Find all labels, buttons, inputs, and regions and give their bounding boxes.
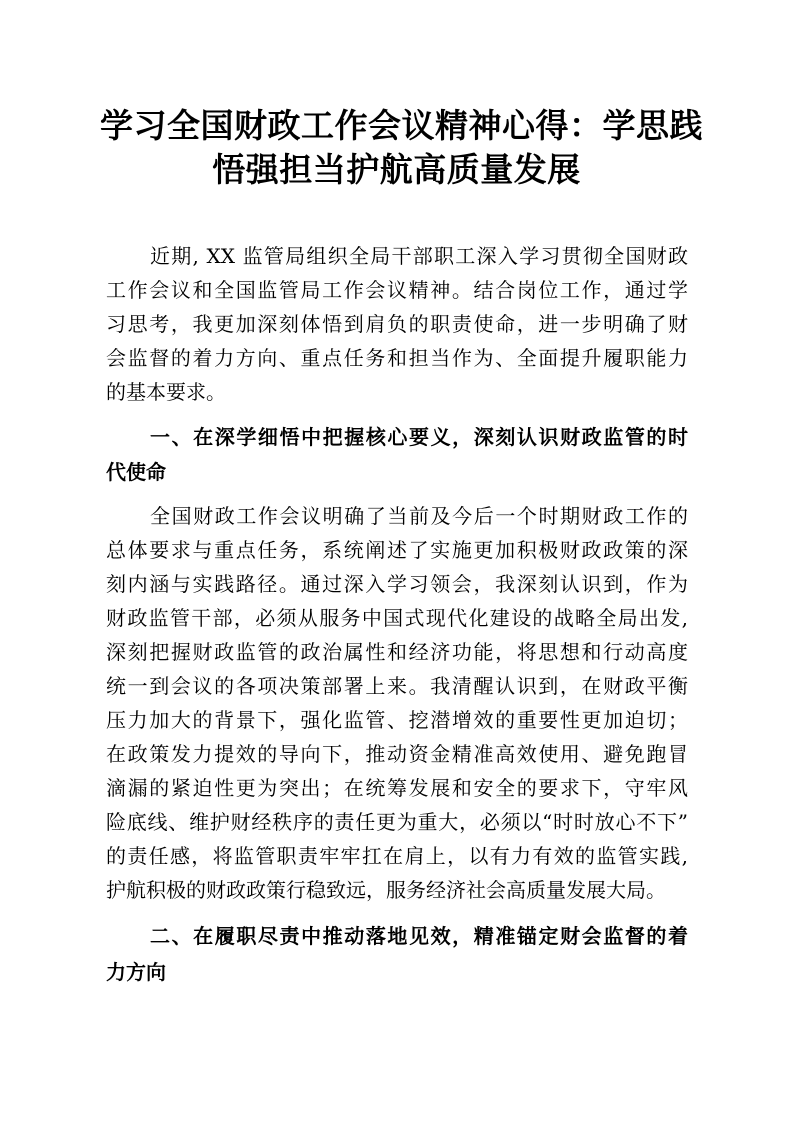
section-1-body-line: 险底线、维护财经秩序的责任更为重大，必须以“时时放心不下” xyxy=(106,810,688,834)
section-1-body-line: 刻内涵与实践路径。通过深入学习领会，我深刻认识到，作为 xyxy=(106,572,688,596)
section-1-heading-line: 一、在深学细悟中把握核心要义，深刻认识财政监管的时 xyxy=(150,425,688,449)
document-title-line-2: 悟强担当护航高质量发展 xyxy=(212,150,581,189)
section-1-body-line: 在政策发力提效的导向下，推动资金精准高效使用、避免跑冒 xyxy=(106,742,688,766)
section-1-body-line: 压力加大的背景下，强化监管、挖潜增效的重要性更加迫切； xyxy=(106,708,688,732)
intro-paragraph-line: 近期, XX 监管局组织全局干部职工深入学习贯彻全国财政 xyxy=(150,244,688,268)
section-1-body-line: 深刻把握财政监管的政治属性和经济功能，将思想和行动高度 xyxy=(106,640,688,664)
document-title-line-1: 学习全国财政工作会议精神心得：学思践 xyxy=(100,106,703,145)
section-1-body-line: 的责任感，将监管职责牢牢扛在肩上，以有力有效的监管实践, xyxy=(106,844,688,868)
section-1-body-line: 财政监管干部，必须从服务中国式现代化建设的战略全局出发, xyxy=(106,606,688,630)
intro-paragraph-line: 的基本要求。 xyxy=(106,380,226,404)
intro-paragraph-line: 习思考，我更加深刻体悟到肩负的职责使命，进一步明确了财 xyxy=(106,312,688,336)
section-1-heading-line: 代使命 xyxy=(106,460,166,484)
section-2-heading-line: 二、在履职尽责中推动落地见效，精准锚定财会监督的着 xyxy=(150,924,688,948)
section-2-heading-line: 力方向 xyxy=(106,960,166,984)
intro-paragraph-line: 会监督的着力方向、重点任务和担当作为、全面提升履职能力 xyxy=(106,346,688,370)
section-1-body-line: 滴漏的紧迫性更为突出；在统筹发展和安全的要求下，守牢风 xyxy=(106,776,688,800)
intro-paragraph-line: 工作会议和全国监管局工作会议精神。结合岗位工作，通过学 xyxy=(106,278,688,302)
section-1-body-line: 全国财政工作会议明确了当前及今后一个时期财政工作的 xyxy=(150,504,688,528)
section-1-body-line: 护航积极的财政政策行稳致远，服务经济社会高质量发展大局。 xyxy=(106,878,666,902)
section-1-body-line: 总体要求与重点任务，系统阐述了实施更加积极财政政策的深 xyxy=(106,538,688,562)
section-1-body-line: 统一到会议的各项决策部署上来。我清醒认识到，在财政平衡 xyxy=(106,674,688,698)
